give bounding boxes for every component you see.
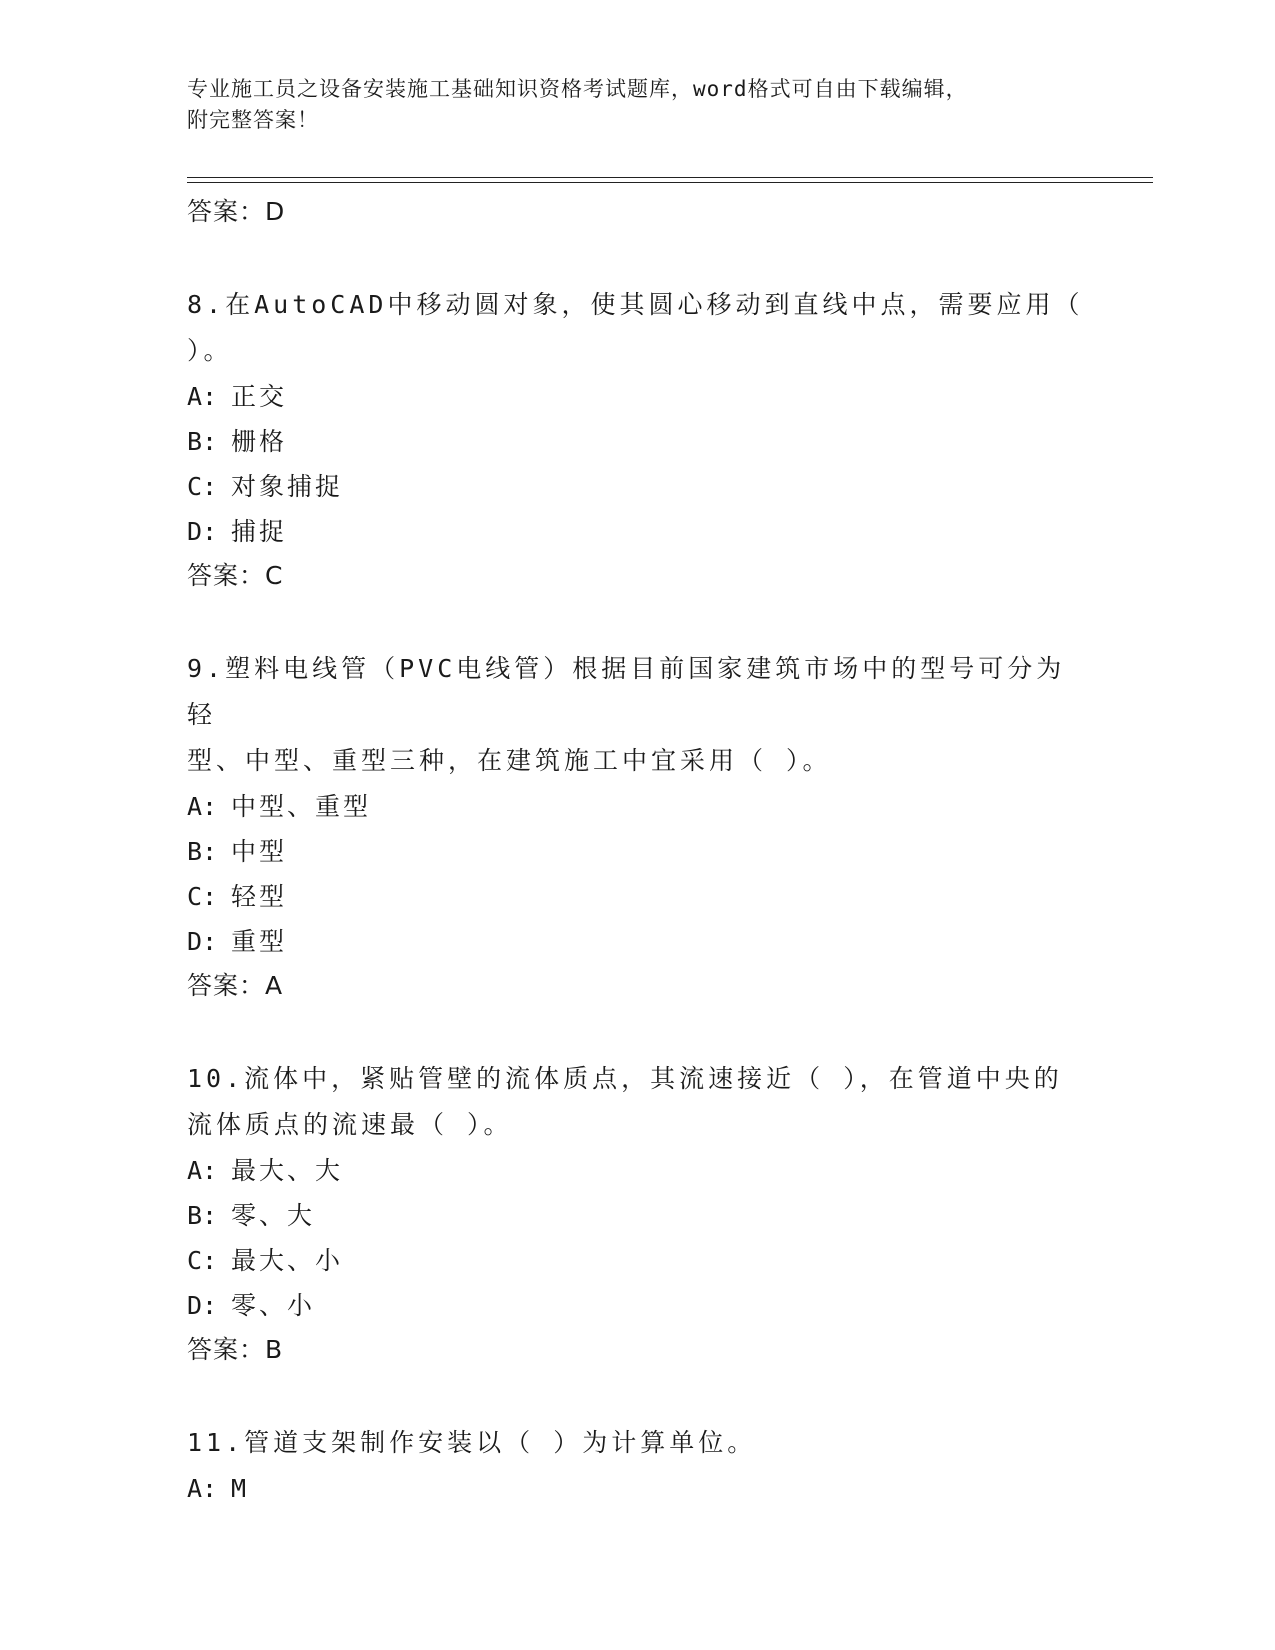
option-c xyxy=(187,1238,1087,1283)
document-header xyxy=(187,74,1067,136)
question-line: 8.在AutoCAD中移动圆对象，使其圆心移动到直线中点，需要应用（ xyxy=(187,290,1084,319)
question-block xyxy=(187,646,1087,1008)
option-letter: B: xyxy=(187,837,218,866)
header-line-2: 附完整答案！ xyxy=(187,108,319,132)
option-text: 零、小 xyxy=(231,1291,316,1320)
spacer xyxy=(187,234,1087,282)
option-text: 捕捉 xyxy=(231,517,288,546)
option-text: 最大、小 xyxy=(231,1246,344,1275)
option-letter: C: xyxy=(187,1246,218,1275)
option-d xyxy=(187,1283,1087,1328)
question-line: ）。 xyxy=(187,336,233,365)
question-line: 9.塑料电线管（PVC电线管）根据目前国家建筑市场中的型号可分为轻 xyxy=(187,654,1066,729)
question-text xyxy=(187,646,1087,784)
spacer xyxy=(187,1372,1087,1420)
option-letter: C: xyxy=(187,472,218,501)
option-text: 正交 xyxy=(231,382,288,411)
question-line: 10.流体中，紧贴管壁的流体质点，其流速接近（ ），在管道中央的 xyxy=(187,1064,1063,1093)
option-text: 最大、大 xyxy=(231,1156,344,1185)
header-line-1: 专业施工员之设备安装施工基础知识资格考试题库，word格式可自由下载编辑， xyxy=(187,77,968,101)
option-letter: B: xyxy=(187,1201,218,1230)
option-a xyxy=(187,1148,1087,1193)
option-a xyxy=(187,784,1087,829)
question-text xyxy=(187,282,1087,374)
option-text: 对象捕捉 xyxy=(231,472,344,501)
option-c xyxy=(187,874,1087,919)
spacer xyxy=(187,1008,1087,1056)
answer-line: 答案：D xyxy=(187,197,286,226)
option-text: 零、大 xyxy=(231,1201,316,1230)
option-letter: B: xyxy=(187,427,218,456)
option-text: 栅格 xyxy=(231,427,288,456)
option-letter: D: xyxy=(187,517,218,546)
option-letter: D: xyxy=(187,927,218,956)
question-line: 流体质点的流速最（ ）。 xyxy=(187,1110,513,1139)
option-d xyxy=(187,509,1087,554)
option-letter: D: xyxy=(187,1291,218,1320)
option-b xyxy=(187,1193,1087,1238)
answer-line: 答案：B xyxy=(187,1335,284,1364)
answer-line: 答案：A xyxy=(187,971,284,1000)
option-text: M xyxy=(231,1474,250,1503)
option-c xyxy=(187,464,1087,509)
option-letter: A: xyxy=(187,382,218,411)
header-divider-bottom xyxy=(187,182,1153,183)
option-a xyxy=(187,1466,1087,1511)
option-text: 中型、重型 xyxy=(231,792,372,821)
header-divider-top xyxy=(187,177,1153,178)
option-text: 重型 xyxy=(231,927,288,956)
question-block xyxy=(187,1056,1087,1372)
question-line: 11.管道支架制作安装以（ ）为计算单位。 xyxy=(187,1428,757,1457)
option-b xyxy=(187,419,1087,464)
spacer xyxy=(187,598,1087,646)
option-letter: C: xyxy=(187,882,218,911)
option-text: 轻型 xyxy=(231,882,288,911)
answer-line: 答案：C xyxy=(187,561,284,590)
document-body xyxy=(187,190,1087,1511)
option-letter: A: xyxy=(187,1474,218,1503)
question-block xyxy=(187,1420,1087,1511)
option-d xyxy=(187,919,1087,964)
question-text xyxy=(187,1420,1087,1466)
option-a xyxy=(187,374,1087,419)
question-block xyxy=(187,282,1087,598)
option-text: 中型 xyxy=(231,837,288,866)
question-line: 型、中型、重型三种，在建筑施工中宜采用（ ）。 xyxy=(187,746,832,775)
question-text xyxy=(187,1056,1087,1148)
option-letter: A: xyxy=(187,792,218,821)
option-letter: A: xyxy=(187,1156,218,1185)
option-b xyxy=(187,829,1087,874)
